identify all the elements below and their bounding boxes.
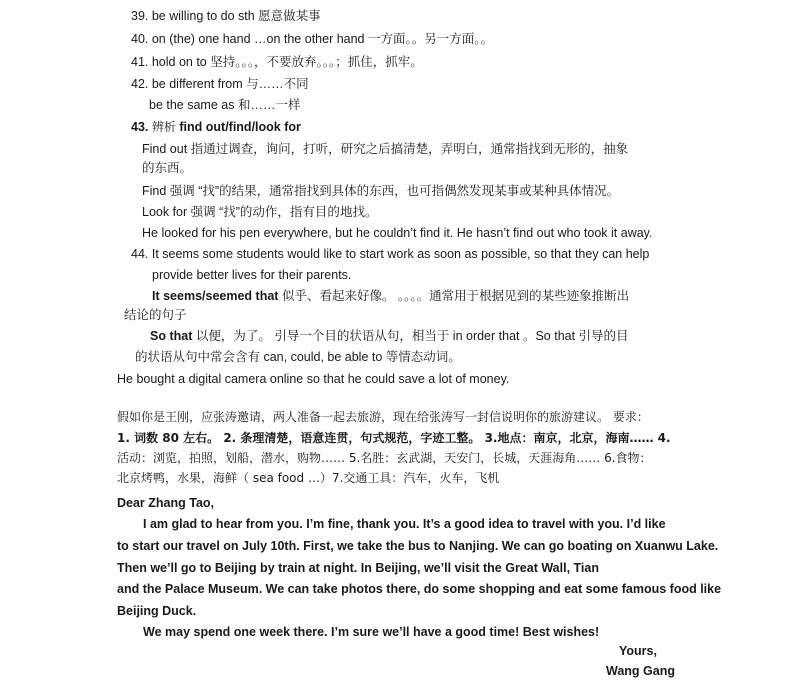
item-43-find: Find 强调 “找”的结果，通常指找到具体的东西，也可指偶然发现某事或某种具体情况。 <box>142 184 620 198</box>
item-42-sub: be the same as 和……一样 <box>149 98 301 112</box>
writing-prompt-3: 活动：浏览，拍照，划船，潜水，购物…… 5.名胜：玄武湖，天安门，长城，天涯海角…… 6.食物： <box>117 451 652 465</box>
item-43-label: 辨析 <box>151 120 176 134</box>
item-44-so-that-note: 以便，为了。 引导一个目的状语从句，相当于 in order that 。So that 引导的目 <box>195 329 629 343</box>
item-44-it-seems-note-cont: 结论的句子 <box>124 308 187 322</box>
letter-line-4: and the Palace Museum. We can take photos there, do some shopping and eat some famous food like <box>117 582 722 596</box>
item-44-it-seems-phrase: It seems/seemed that <box>152 289 279 303</box>
item-43-example: He looked for his pen everywhere, but he couldn’t find it. He hasn’t find out who took it away. <box>142 226 653 240</box>
letter-signature: Wang Gang <box>606 664 675 678</box>
item-43-lookfor: Look for 强调 “找”的动作，指有目的地找。 <box>142 205 378 219</box>
item-41: 41. hold on to 坚持。。。，不要放弃。。。；抓住，抓牢。 <box>131 55 423 69</box>
item-43-heading <box>131 119 301 135</box>
item-44-sentence-b: provide better lives for their parents. <box>152 268 352 282</box>
writing-prompt-4: 北京烤鸭，水果，海鲜（ sea food …）7.交通工具：汽车，火车，飞机 <box>117 471 500 485</box>
letter-line-6: We may spend one week there. I’m sure we’ll have a good time! Best wishes! <box>143 625 600 639</box>
letter-line-2: to start our travel on July 10th. First, we take the bus to Nanjing. We can go boating on Xuanwu Lake. <box>117 539 719 553</box>
item-44-so-that <box>150 328 629 344</box>
item-43-findout-a: Find out 指通过调查，询问，打听，研究之后搞清楚，弄明白，通常指找到无形的，抽象 <box>142 142 629 156</box>
writing-prompt-1: 假如你是王刚，应张涛邀请，两人准备一起去旅游，现在给张涛写一封信说明你的旅游建议。 要求： <box>117 410 649 424</box>
item-43-number: 43. <box>131 120 149 134</box>
item-44-so-that-phrase: So that <box>150 329 193 343</box>
writing-prompt-2: 1. 词数 80 左右。 2. 条理清楚，语意连贯，句式规范，字迹工整。 3.地点：南京，北京，海南…… 4. <box>117 431 671 445</box>
item-44-example: He bought a digital camera online so that he could save a lot of money. <box>117 372 510 386</box>
item-44-it-seems-note: 似乎、看起来好像。 。。。。通常用于根据见到的某些迹象推断出 <box>281 289 630 303</box>
letter-line-3: Then we’ll go to Beijing by train at night. In Beijing, we’ll visit the Great Wall, Tian <box>117 561 599 575</box>
letter-greeting: Dear Zhang Tao, <box>117 496 215 510</box>
item-44-sentence-a: 44. It seems some students would like to start work as soon as possible, so that they can help <box>131 247 650 261</box>
item-44-so-that-note-cont: 的状语从句中常会含有 can, could, be able to 等情态动词。 <box>135 350 461 364</box>
item-43-words: find out/find/look for <box>179 120 301 134</box>
item-44-it-seems <box>152 288 629 304</box>
item-39: 39. be willing to do sth 愿意做某事 <box>131 9 321 23</box>
letter-closing: Yours, <box>619 644 657 658</box>
letter-line-1: I am glad to hear from you. I’m fine, thank you. It’s a good idea to travel with you. I’d like <box>143 517 666 531</box>
letter-line-5: Beijing Duck. <box>117 604 197 618</box>
item-42: 42. be different from 与……不同 <box>131 77 309 91</box>
item-43-findout-b: 的东西。 <box>142 161 193 175</box>
item-40: 40. on (the) one hand …on the other hand 一方面。。另一方面。。 <box>131 32 493 46</box>
